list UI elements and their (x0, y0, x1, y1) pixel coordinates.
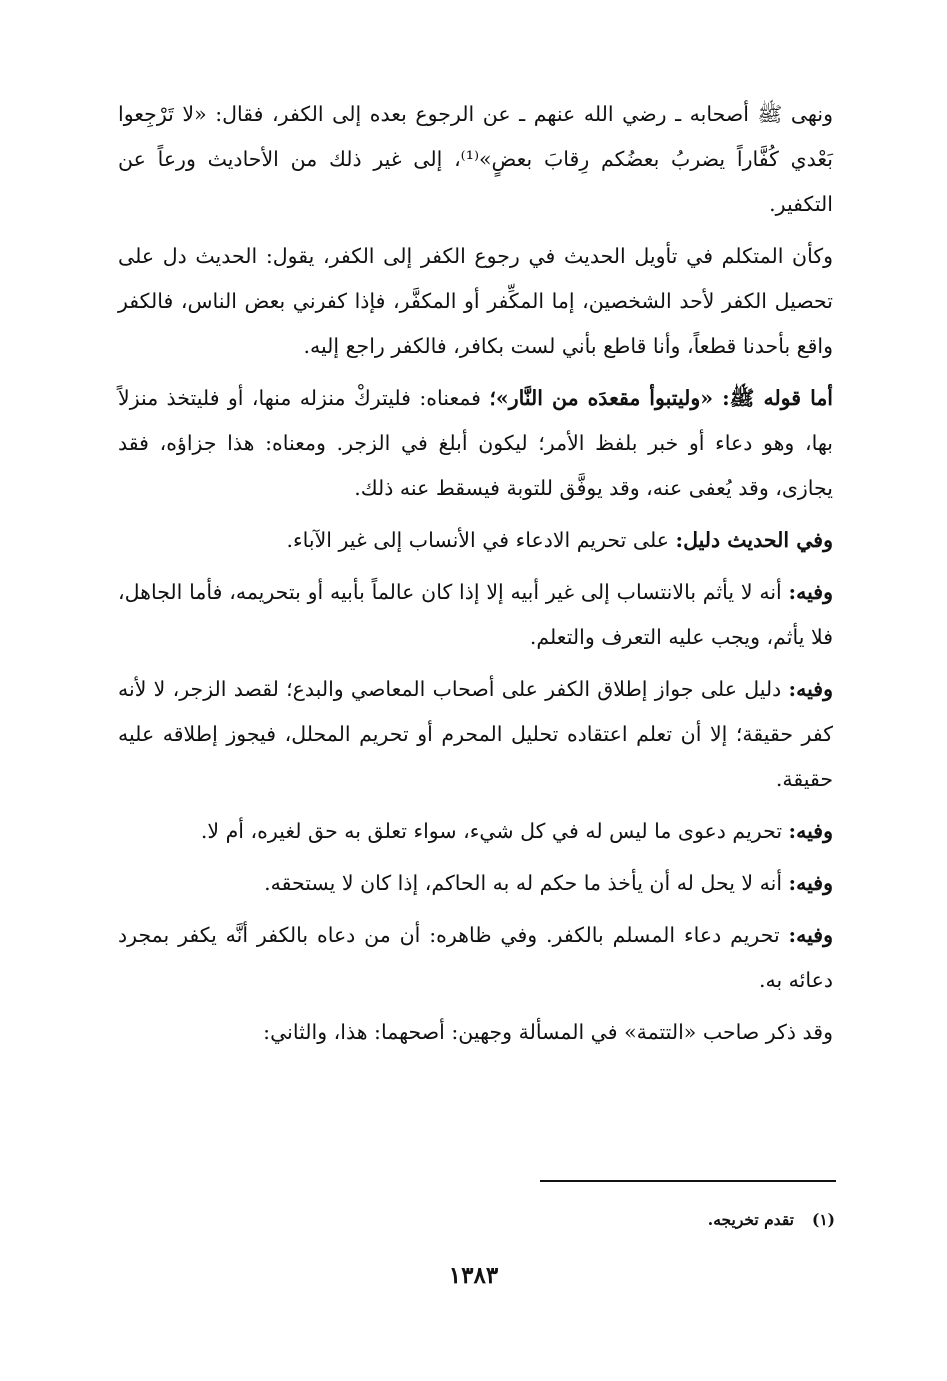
paragraph-text: أنه لا يأثم بالانتساب إلى غير أبيه إلا إذا كان عالماً بأبيه أو بتحريمه، فأما الجاهل، فلا يأثم، ويجب عليه التعرف والتعلم. (118, 580, 833, 649)
paragraph-lead: وفيه: (788, 677, 833, 701)
paragraph (118, 92, 833, 227)
paragraph (118, 913, 833, 1003)
paragraph-text: تحريم دعوى ما ليس له في كل شيء، سواء تعلق به حق لغيره، أم لا. (200, 819, 789, 843)
paragraph (118, 809, 833, 854)
paragraph-text: ونهى ﷺ أصحابه ـ رضي الله عنهم ـ عن الرجوع بعده إلى الكفر، فقال: «لا تَرْجِعوا بَعْدي كُفَّاراً يضربُ بعضُكم رِقابَ بعضٍ»⁽¹⁾، إلى غير ذلك من الأحاديث ورعاً عن التكفير. (118, 102, 834, 216)
footnote-separator (540, 1180, 836, 1182)
paragraph-text: دليل على جواز إطلاق الكفر على أصحاب المعاصي والبدع؛ لقصد الزجر، لا لأنه كفر حقيقة؛ إلا أن تعلم اعتقاده تحليل المحرم أو تحريم المحلل، فيجوز إطلاقه عليه حقيقة. (118, 677, 833, 791)
paragraph-lead: وفي الحديث دليل: (675, 528, 833, 552)
paragraph (118, 234, 833, 369)
paragraph-lead: وفيه: (788, 871, 833, 895)
paragraph (118, 570, 833, 660)
paragraph (118, 861, 833, 906)
paragraph-lead: وفيه: (788, 819, 833, 843)
footnote-number: (١) (811, 1210, 835, 1229)
paragraph (118, 1010, 833, 1055)
main-text (118, 92, 833, 1062)
paragraph-text: تحريم دعاء المسلم بالكفر. وفي ظاهره: أن من دعاه بالكفر أنَّه يكفر بمجرد دعائه به. (118, 923, 833, 992)
paragraph-text: وكأن المتكلم في تأويل الحديث في رجوع الكفر إلى الكفر، يقول: الحديث دل على تحصيل الكفر لأحد الشخصين، إما المكِّفر أو المكفَّر، فإذا كفرني بعض الناس، فالكفر واقع بأحدنا قطعاً، وأنا قاطع بأني لست بكافر، فالكفر راجع إليه. (118, 244, 833, 358)
page-number: ١٣٨٣ (448, 1262, 499, 1289)
paragraph-text: وقد ذكر صاحب «التتمة» في المسألة وجهين: أصحهما: هذا، والثاني: (263, 1020, 833, 1044)
paragraph-lead: أما قوله ﷺ: «وليتبوأ مقعدَه من النَّار»؛ (489, 386, 834, 410)
paragraph-text: على تحريم الادعاء في الأنساب إلى غير الآباء. (286, 528, 676, 552)
paragraph (118, 376, 833, 511)
paragraph (118, 667, 833, 802)
paragraph-lead: وفيه: (788, 580, 833, 604)
paragraph-lead: وفيه: (788, 923, 833, 947)
footnote-text: تقدم تخريجه. (707, 1210, 794, 1229)
paragraph (118, 518, 833, 563)
paragraph-text: فمعناه: فليتركْ منزله منها، أو فليتخذ منزلاً بها، وهو دعاء أو خبر بلفظ الأمر؛ ليكون أبلغ في الزجر. ومعناه: هذا جزاؤه، فقد يجازى، وقد يُعفى عنه، وقد يوفَّق للتوبة فيسقط عنه ذلك. (118, 386, 833, 500)
paragraph-text: أنه لا يحل له أن يأخذ ما حكم له به الحاكم، إذا كان لا يستحقه. (264, 871, 789, 895)
footnote (540, 1206, 835, 1234)
